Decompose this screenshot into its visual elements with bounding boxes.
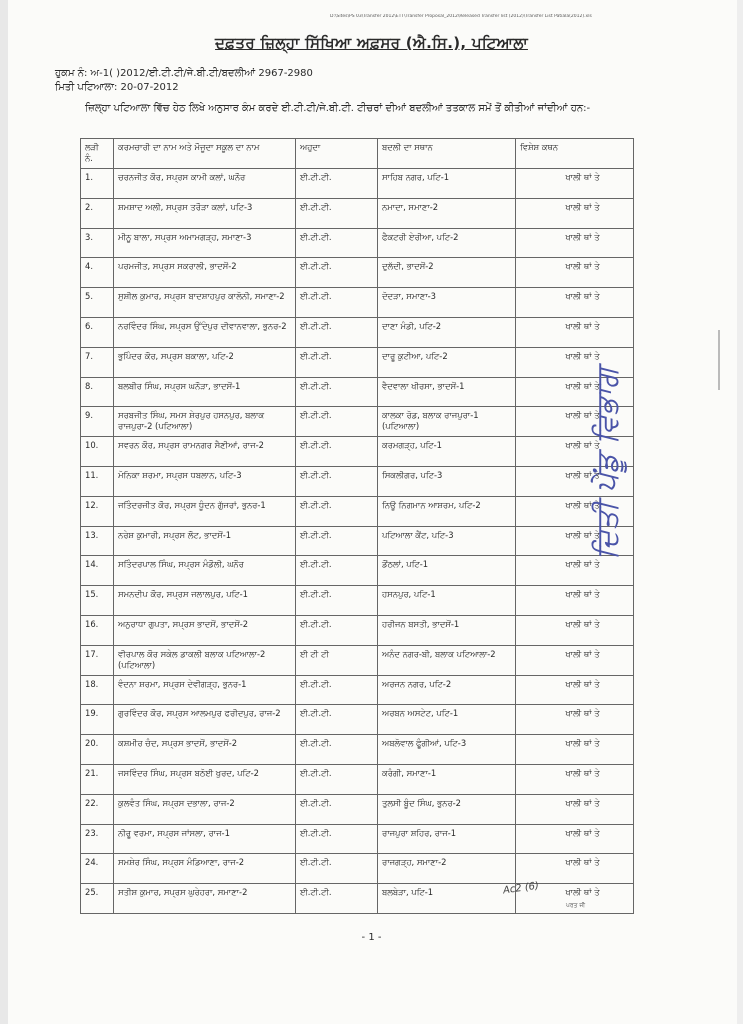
name-school-cell: ਪਰਮਜੀਤ, ਸਪ੍ਰਸ ਸਕਰਾਲੀ, ਭਾਦਸੋਂ-2 [114, 258, 296, 288]
name-school-cell: ਬਲਬੀਰ ਸਿੰਘ, ਸਪ੍ਰਸ ਘਨੌੜਾ, ਭਾਦਸੋਂ-1 [114, 377, 296, 407]
header-transfer-place: ਬਦਲੀ ਦਾ ਸਥਾਨ [378, 139, 516, 169]
transfer-place-cell: ਫੈਕਟਰੀ ਏਰੀਆ, ਪਟਿ-2 [378, 228, 516, 258]
transfer-place-cell: ਦਾਰੂ ਕੁਟੀਆ, ਪਟਿ-2 [378, 347, 516, 377]
name-school-cell: ਮੋਨਿਕਾ ਸ਼ਰਮਾ, ਸਪ੍ਰਸ ਧਬਲਾਨ, ਪਟਿ-3 [114, 466, 296, 496]
scan-edge [0, 0, 8, 1024]
serial-cell: 17. [81, 645, 114, 675]
transfer-place-cell: ਦੁਲੱਦੀ, ਭਾਦਸੋਂ-2 [378, 258, 516, 288]
remark-cell: ਖਾਲੀ ਥਾਂ ਤੇ [516, 228, 634, 258]
remark-cell: ਖਾਲੀ ਥਾਂ ਤੇ [516, 854, 634, 884]
transfer-place-cell: ਅਰਜਨ ਨਗਰ, ਪਟਿ-2 [378, 675, 516, 705]
table-row [81, 645, 634, 675]
transfer-place-cell: ਅਰਬਨ ਅਸਟੇਟ, ਪਟਿ-1 [378, 705, 516, 735]
name-school-cell: ਭੁਪਿੰਦਰ ਕੌਰ, ਸਪ੍ਰਸ ਬਕਾਲਾ, ਪਟਿ-2 [114, 347, 296, 377]
table-body [81, 169, 634, 914]
table-row [81, 377, 634, 407]
serial-cell: 20. [81, 735, 114, 765]
serial-cell: 18. [81, 675, 114, 705]
intro-paragraph: ਜ਼ਿਲ੍ਹਾ ਪਟਿਆਲਾ ਵਿੱਚ ਹੇਠ ਲਿਖੇ ਅਨੁਸਾਰ ਕੰਮ ਕਰਦੇ ਈ.ਟੀ.ਟੀ/ਜੇ.ਬੀ.ਟੀ. ਟੀਚਰਾਂ ਦੀਆਂ ਬਦਲੀਆਂ ਤਤਕਾਲ ਸਮੇਂ ਤੋਂ ਕੀਤੀਆਂ ਜਾਂਦੀਆਂ ਹਨ:- [85, 103, 591, 114]
remark-cell: ਖਾਲੀ ਥਾਂ ਤੇ [516, 317, 634, 347]
handwritten-stamp: ਦਿਤੀ ਪੇਂਡੂ ਵਿਭਾਗ [590, 368, 625, 560]
serial-cell: 6. [81, 317, 114, 347]
post-cell: ਈ.ਟੀ.ਟੀ. [296, 496, 378, 526]
remark-cell: ਖਾਲੀ ਥਾਂ ਤੇ [516, 466, 634, 496]
header-post: ਅਹੁਦਾ [296, 139, 378, 169]
post-cell: ਈ.ਟੀ.ਟੀ. [296, 169, 378, 199]
post-cell: ਈ.ਟੀ.ਟੀ. [296, 466, 378, 496]
serial-cell: 24. [81, 854, 114, 884]
transfer-place-cell: ਕਰੰਗੀ, ਸਮਾਣਾ-1 [378, 764, 516, 794]
remark-cell: ਖਾਲੀ ਥਾਂ ਤੇ [516, 794, 634, 824]
post-cell: ਈ.ਟੀ.ਟੀ. [296, 437, 378, 467]
name-school-cell: ਸਤੀਸ਼ ਕੁਮਾਰ, ਸਪ੍ਰਸ ਘੁਰੇਹਰਾ, ਸਮਾਣਾ-2 [114, 884, 296, 914]
header-name-school: ਕਰਮਚਾਰੀ ਦਾ ਨਾਮ ਅਤੇ ਮੌਜੂਦਾ ਸਕੂਲ ਦਾ ਨਾਮ [114, 139, 296, 169]
transfer-place-cell: ਸਾਹਿਬ ਨਗਰ, ਪਟਿ-1 [378, 169, 516, 199]
post-cell: ਈ.ਟੀ.ਟੀ. [296, 347, 378, 377]
post-cell: ਈ.ਟੀ.ਟੀ. [296, 198, 378, 228]
table-row [81, 556, 634, 586]
transfer-place-cell: ਤੁਲਸੀ ਬੂੰਦ ਸਿੰਘ, ਭੁਨਰ-2 [378, 794, 516, 824]
scan-mark [718, 330, 720, 390]
remark-cell: ਖਾਲੀ ਥਾਂ ਤੇ [516, 764, 634, 794]
remark-cell: ਖਾਲੀ ਥਾਂ ਤੇ [516, 258, 634, 288]
name-school-cell: ਸਮਨਦੀਪ ਕੌਰ, ਸਪ੍ਰਸ ਜਲਾਲਪੁਰ, ਪਟਿ-1 [114, 586, 296, 616]
post-cell: ਈ.ਟੀ.ਟੀ. [296, 556, 378, 586]
post-cell: ਈ.ਟੀ.ਟੀ. [296, 288, 378, 318]
name-school-cell: ਜਸਵਿੰਦਰ ਸਿੰਘ, ਸਪ੍ਰਸ ਬਠੋਈ ਖੁਰਦ, ਪਟਿ-2 [114, 764, 296, 794]
transfer-place-cell: ਨਮਾਦਾ, ਸਮਾਣਾ-2 [378, 198, 516, 228]
table-row [81, 705, 634, 735]
post-cell: ਈ.ਟੀ.ਟੀ. [296, 824, 378, 854]
transfer-place-cell: ਰਾਜਗੜ੍ਹ, ਸਮਾਣਾ-2 [378, 854, 516, 884]
name-school-cell: ਸ਼ਮਸ਼ਾਦ ਅਲੀ, ਸਪ੍ਰਸ ਤਰੌੜਾ ਕਲਾਂ, ਪਟਿ-3 [114, 198, 296, 228]
remark-cell: ਖਾਲੀ ਥਾਂ ਤੇ [516, 645, 634, 675]
page-number: - 1 - [361, 932, 382, 943]
serial-cell: 13. [81, 526, 114, 556]
transfer-place-cell: ਸਿਕਲੀਗਰ, ਪਟਿ-3 [378, 466, 516, 496]
serial-cell: 3. [81, 228, 114, 258]
name-school-cell: ਸਵਰਨ ਕੌਰ, ਸਪ੍ਰਸ ਰਾਮਨਗਰ ਸੈਣੀਆਂ, ਰਾਜ-2 [114, 437, 296, 467]
transfer-place-cell: ਰਾਜਪੁਰਾ ਸ਼ਹਿਰ, ਰਾਜ-1 [378, 824, 516, 854]
order-date: ਮਿਤੀ ਪਟਿਆਲਾ: 20-07-2012 [55, 82, 179, 93]
name-school-cell: ਨਰਵਿੰਦਰ ਸਿੰਘ, ਸਪ੍ਰਸ ਉੱਦੇਪੁਰ ਦੀਵਾਨਵਾਲਾ, ਭੁਨਰ-2 [114, 317, 296, 347]
page-title: ਦਫ਼ਤਰ ਜ਼ਿਲ੍ਹਾ ਸਿੱਖਿਆ ਅਫ਼ਸਰ (ਐ.ਸਿ.), ਪਟਿਆਲਾ [215, 34, 528, 52]
transfer-place-cell: ਅਬਲੋਵਾਲ ਫੂੰਗੀਆਂ, ਪਟਿ-3 [378, 735, 516, 765]
name-school-cell: ਨੀਰੂ ਵਰਮਾ, ਸਪ੍ਰਸ ਜਾਂਸਲਾ, ਰਾਜ-1 [114, 824, 296, 854]
name-school-cell: ਕਸ਼ਮੀਰ ਚੰਦ, ਸਪ੍ਰਸ ਭਾਦਸੋਂ, ਭਾਦਸੋਂ-2 [114, 735, 296, 765]
remark-cell: ਖਾਲੀ ਥਾਂ ਤੇ [516, 705, 634, 735]
table-row [81, 526, 634, 556]
remark-cell: ਖਾਲੀ ਥਾਂ ਤੇ [516, 377, 634, 407]
table-row [81, 258, 634, 288]
remark-cell: ਖਾਲੀ ਥਾਂ ਤੇ [516, 496, 634, 526]
serial-cell: 15. [81, 586, 114, 616]
post-cell: ਈ.ਟੀ.ਟੀ. [296, 794, 378, 824]
remark-cell: ਖਾਲੀ ਥਾਂ ਤੇ [516, 586, 634, 616]
serial-cell: 5. [81, 288, 114, 318]
post-cell: ਈ.ਟੀ.ਟੀ. [296, 526, 378, 556]
remark-cell: ਖਾਲੀ ਥਾਂ ਤੇ [516, 556, 634, 586]
remark-cell: ਖਾਲੀ ਥਾਂ ਤੇ [516, 675, 634, 705]
post-cell: ਈ.ਟੀ.ਟੀ. [296, 586, 378, 616]
serial-cell: 10. [81, 437, 114, 467]
transfer-place-cell: ਨਿਊ ਨਿਗਮਾਨ ਆਸ਼ਰਮ, ਪਟਿ-2 [378, 496, 516, 526]
scan-edge-right [737, 0, 743, 1024]
remark-cell: ਖਾਲੀ ਥਾਂ ਤੇ [516, 526, 634, 556]
table-row [81, 407, 634, 437]
name-school-cell: ਸਤਿੰਦਰਪਾਲ ਸਿੰਘ, ਸਪ੍ਰਸ ਮੰਡੌਲੀ, ਘਨੌਰ [114, 556, 296, 586]
table-row [81, 884, 634, 914]
table-row [81, 735, 634, 765]
table-row [81, 675, 634, 705]
table-row [81, 496, 634, 526]
post-cell: ਈ.ਟੀ.ਟੀ. [296, 615, 378, 645]
transfer-place-cell: ਹਰੀਜਨ ਬਸਤੀ, ਭਾਦਸੋਂ-1 [378, 615, 516, 645]
transfer-place-cell: ਅਨੰਦ ਨਗਰ-ਬੀ, ਬਲਾਕ ਪਟਿਆਲਾ-2 [378, 645, 516, 675]
name-school-cell: ਸਰਬਜੀਤ ਸਿੰਘ, ਸਮਸ ਸ਼ੇਰਪੁਰ ਹਸਨਪੁਰ, ਬਲਾਕ ਰਾਜਪੁਰਾ-2 (ਪਟਿਆਲਾ) [114, 407, 296, 437]
remark-cell: ਖਾਲੀ ਥਾਂ ਤੇ [516, 169, 634, 199]
table-row [81, 466, 634, 496]
remark-cell: ਖਾਲੀ ਥਾਂ ਤੇ [516, 198, 634, 228]
name-school-cell: ਵੰਦਨਾ ਸ਼ਰਮਾ, ਸਪ੍ਰਸ ਦੇਵੀਗੜ੍ਹ, ਭੁਨਰ-1 [114, 675, 296, 705]
post-cell: ਈ.ਟੀ.ਟੀ. [296, 764, 378, 794]
name-school-cell: ਸਮਸ਼ੇਰ ਸਿੰਘ, ਸਪ੍ਰਸ ਮੰਡਿਆਣਾ, ਰਾਜ-2 [114, 854, 296, 884]
post-cell: ਈ.ਟੀ.ਟੀ. [296, 317, 378, 347]
table-row [81, 228, 634, 258]
serial-cell: 22. [81, 794, 114, 824]
remark-cell: ਖਾਲੀ ਥਾਂ ਤੇ [516, 437, 634, 467]
table-row [81, 288, 634, 318]
name-school-cell: ਮੀਨੂ ਬਾਲਾ, ਸਪ੍ਰਸ ਅਮਾਮਗੜ੍ਹ, ਸਮਾਣਾ-3 [114, 228, 296, 258]
post-cell: ਈ.ਟੀ.ਟੀ. [296, 735, 378, 765]
table-header-row [81, 139, 634, 169]
post-cell: ਈ.ਟੀ.ਟੀ. [296, 228, 378, 258]
remark-cell: ਖਾਲੀ ਥਾਂ ਤੇ [516, 735, 634, 765]
table-row [81, 169, 634, 199]
transfer-place-cell: ਬਲਬੇੜਾ, ਪਟਿ-1 [378, 884, 516, 914]
remark-cell: ਖਾਲੀ ਥਾਂ ਤੇ [516, 407, 634, 437]
name-school-cell: ਵੀਰਪਾਲ ਕੌਰ ਸਕੇਲ ਡਾਕਲੀ ਬਲਾਕ ਪਟਿਆਲਾ-2 (ਪਟਿਆਲਾ) [114, 645, 296, 675]
serial-cell: 12. [81, 496, 114, 526]
remark-cell: ਖਾਲੀ ਥਾਂ ਤੇ [516, 347, 634, 377]
post-cell: ਈ ਟੀ ਟੀ [296, 645, 378, 675]
serial-cell: 8. [81, 377, 114, 407]
post-cell: ਈ.ਟੀ.ਟੀ. [296, 854, 378, 884]
serial-cell: 4. [81, 258, 114, 288]
transfer-place-cell: ਦਾਣਾ ਮੰਡੀ, ਪਟਿ-2 [378, 317, 516, 347]
name-school-cell: ਨਰੇਸ਼ ਕੁਮਾਰੀ, ਸਪ੍ਰਸ ਲੌਟ, ਭਾਦਸੋਂ-1 [114, 526, 296, 556]
serial-cell: 21. [81, 764, 114, 794]
remark-cell: ਖਾਲੀ ਥਾਂ ਤੇ [516, 884, 634, 914]
post-cell: ਈ.ਟੀ.ਟੀ. [296, 258, 378, 288]
name-school-cell: ਸੁਸ਼ੀਲ ਕੁਮਾਰ, ਸਪ੍ਰਸ ਬਾਦਸ਼ਾਹਪੁਰ ਕਾਲੋਨੀ, ਸਮਾਣਾ-2 [114, 288, 296, 318]
name-school-cell: ਜਤਿੰਦਰਜੀਤ ਕੌਰ, ਸਪ੍ਰਸ ਧੂੰਦਨ ਗੁੱਜਰਾਂ, ਭੁਨਰ-1 [114, 496, 296, 526]
name-school-cell: ਗੁਰਵਿੰਦਰ ਕੌਰ, ਸਪ੍ਰਸ ਆਲਮਪੁਰ ਫਰੀਦਪੁਰ, ਰਾਜ-2 [114, 705, 296, 735]
table-row [81, 615, 634, 645]
post-cell: ਈ.ਟੀ.ਟੀ. [296, 675, 378, 705]
serial-cell: 1. [81, 169, 114, 199]
post-cell: ਈ.ਟੀ.ਟੀ. [296, 377, 378, 407]
serial-cell: 23. [81, 824, 114, 854]
table-row [81, 764, 634, 794]
post-cell: ਈ.ਟੀ.ਟੀ. [296, 705, 378, 735]
transfer-place-cell: ਡੌਂਠਲਾਂ, ਪਟਿ-1 [378, 556, 516, 586]
post-cell: ਈ.ਟੀ.ਟੀ. [296, 884, 378, 914]
transfer-table [80, 138, 634, 914]
transfer-place-cell: ਦੋਦੜਾ, ਸਮਾਣਾ-3 [378, 288, 516, 318]
serial-cell: 7. [81, 347, 114, 377]
header-remarks: ਵਿਸ਼ੇਸ਼ ਕਥਨ [516, 139, 634, 169]
name-school-cell: ਚਰਨਜੀਤ ਕੌਰ, ਸਪ੍ਰਸ ਕਾਮੀ ਕਲਾਂ, ਘਨੌਰ [114, 169, 296, 199]
post-cell: ਈ.ਟੀ.ਟੀ. [296, 407, 378, 437]
serial-cell: 25. [81, 884, 114, 914]
transfer-place-cell: ਕਰਮਗੜ੍ਹ, ਪਟਿ-1 [378, 437, 516, 467]
transfer-place-cell: ਪਟਿਆਲਾ ਕੈਂਟ, ਪਟਿ-3 [378, 526, 516, 556]
signature: Ac2 (6) [502, 880, 540, 897]
serial-cell: 19. [81, 705, 114, 735]
table-row [81, 198, 634, 228]
serial-cell: 11. [81, 466, 114, 496]
name-school-cell: ਕੁਲਵੰਤ ਸਿੰਘ, ਸਪ੍ਰਸ ਦਭਾਲਾ, ਰਾਜ-2 [114, 794, 296, 824]
serial-cell: 16. [81, 615, 114, 645]
order-number: ਹੁਕਮ ਨੰ: ਅ-1( )2012/ਈ.ਟੀ.ਟੀ/ਜੇ.ਬੀ.ਟੀ/ਬਦਲੀਆਂ 2967-2980 [55, 68, 313, 79]
table-row [81, 347, 634, 377]
signature-caption: ਪਰਤ ਜੀ [566, 902, 586, 909]
transfer-place-cell: ਵੈਦਵਾਲਾ ਖੀਰਸਾ, ਭਾਦਸੋਂ-1 [378, 377, 516, 407]
header-serial: ਲੜੀ ਨੰ. [81, 139, 114, 169]
table-row [81, 437, 634, 467]
remark-cell: ਖਾਲੀ ਥਾਂ ਤੇ [516, 615, 634, 645]
name-school-cell: ਅਨੁਰਾਧਾ ਗੁਪਤਾ, ਸਪ੍ਰਸ ਭਾਦਸੋਂ, ਭਾਦਸੋਂ-2 [114, 615, 296, 645]
table-row [81, 794, 634, 824]
table-row [81, 586, 634, 616]
table-row [81, 824, 634, 854]
serial-cell: 14. [81, 556, 114, 586]
serial-cell: 2. [81, 198, 114, 228]
remark-cell: ਖਾਲੀ ਥਾਂ ਤੇ [516, 824, 634, 854]
remark-cell: ਖਾਲੀ ਥਾਂ ਤੇ [516, 288, 634, 318]
table-row [81, 854, 634, 884]
file-path: D:\Sites\PS 03\Transfer 2012\ETT\Transfer Proposal_2012\Released Transfer list (2012)\Transfer List Patiala(2012).xls [330, 14, 592, 19]
transfer-place-cell: ਹਸਨਪੁਰ, ਪਟਿ-1 [378, 586, 516, 616]
serial-cell: 9. [81, 407, 114, 437]
transfer-place-cell: ਕਾਲਕਾ ਰੋਡ, ਬਲਾਕ ਰਾਜਪੁਰਾ-1 (ਪਟਿਆਲਾ) [378, 407, 516, 437]
table-row [81, 317, 634, 347]
